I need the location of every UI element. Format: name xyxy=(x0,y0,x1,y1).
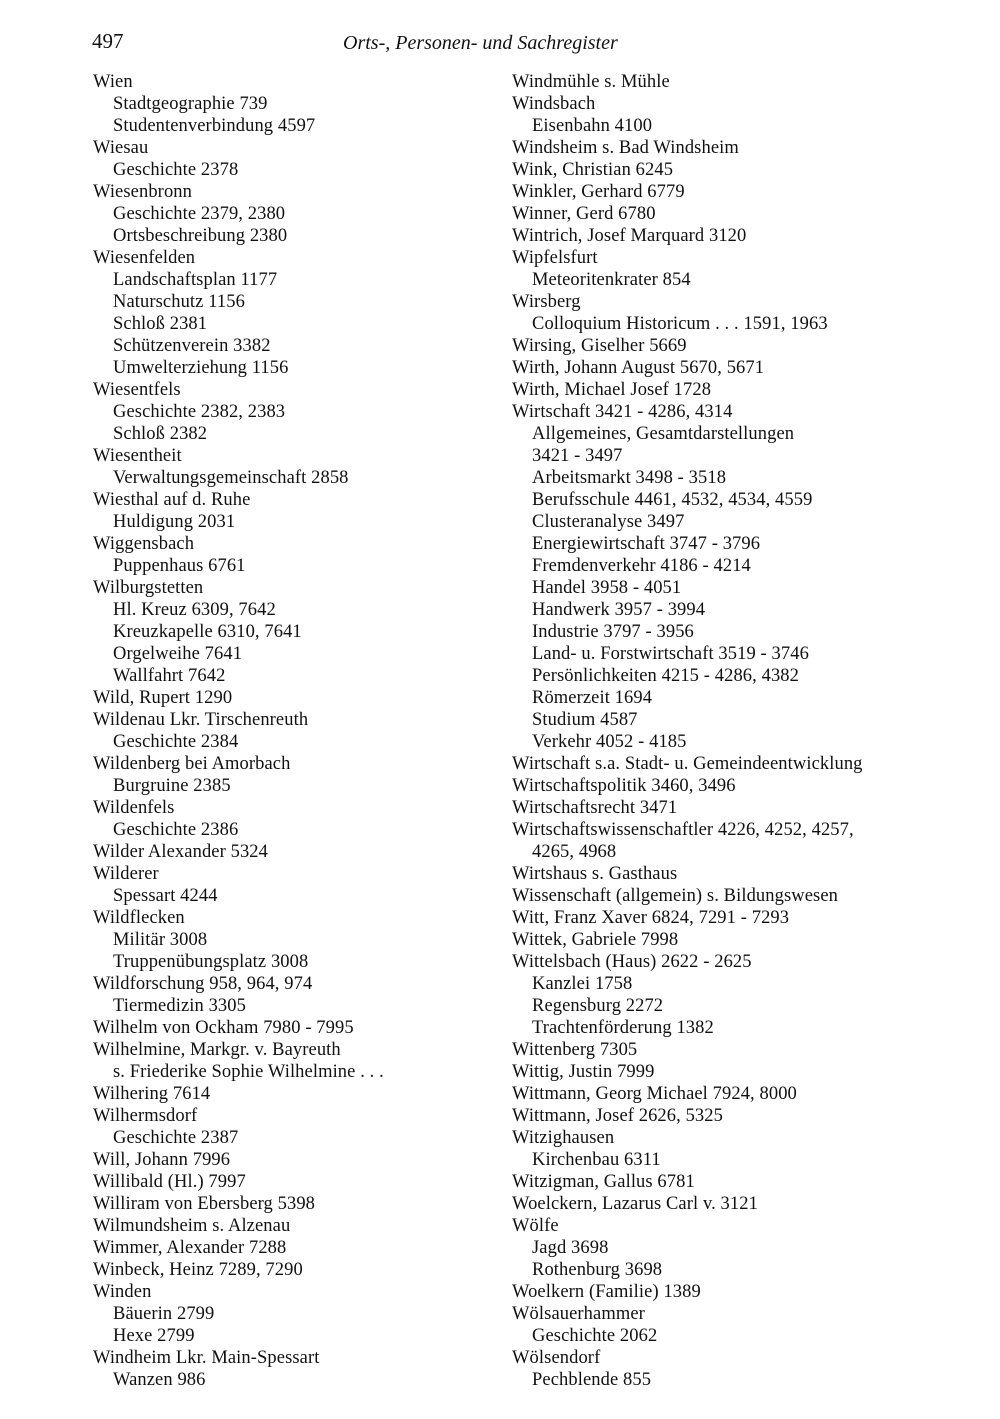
index-entry: Wittmann, Josef 2626, 5325 xyxy=(512,1106,723,1126)
index-entry: Windmühle s. Mühle xyxy=(512,72,670,92)
index-subentry: Geschichte 2387 xyxy=(113,1128,239,1148)
index-entry: Winkler, Gerhard 6779 xyxy=(512,182,685,202)
index-subentry: Geschichte 2386 xyxy=(113,820,239,840)
index-subentry: Studentenverbindung 4597 xyxy=(113,116,316,136)
index-entry: Wild, Rupert 1290 xyxy=(93,688,233,708)
index-subentry: Colloquium Historicum . . . 1591, 1963 xyxy=(532,314,828,334)
index-entry: Wiesenbronn xyxy=(93,182,192,202)
index-entry: Wilburgstetten xyxy=(93,578,204,598)
index-subentry: Huldigung 2031 xyxy=(113,512,236,532)
index-entry: Wildflecken xyxy=(93,908,185,928)
index-entry: Woelckern, Lazarus Carl v. 3121 xyxy=(512,1194,758,1214)
index-subentry: Handel 3958 - 4051 xyxy=(532,578,682,598)
index-entry: Wölsendorf xyxy=(512,1348,601,1368)
index-subentry: Energiewirtschaft 3747 - 3796 xyxy=(532,534,761,554)
index-entry: Wölfe xyxy=(512,1216,559,1236)
index-column-left xyxy=(93,71,493,1391)
index-entry: Woelkern (Familie) 1389 xyxy=(512,1282,701,1302)
index-entry: Wirtschaftswissenschaftler 4226, 4252, 4257, xyxy=(512,820,854,840)
index-entry: Wildenberg bei Amorbach xyxy=(93,754,291,774)
index-subentry: Geschichte 2379, 2380 xyxy=(113,204,286,224)
index-entry: Wirsberg xyxy=(512,292,581,312)
index-subentry: Kirchenbau 6311 xyxy=(532,1150,661,1170)
index-entry: Winbeck, Heinz 7289, 7290 xyxy=(93,1260,303,1280)
index-entry: Witzigman, Gallus 6781 xyxy=(512,1172,695,1192)
index-subentry: Schützenverein 3382 xyxy=(113,336,271,356)
index-subentry: Wallfahrt 7642 xyxy=(113,666,226,686)
index-entry: Windsheim s. Bad Windsheim xyxy=(512,138,739,158)
index-entry: Wilhelmine, Markgr. v. Bayreuth xyxy=(93,1040,341,1060)
index-subentry: Land- u. Forstwirtschaft 3519 - 3746 xyxy=(532,644,809,664)
index-entry: Wilder Alexander 5324 xyxy=(93,842,268,862)
index-entry: Willibald (Hl.) 7997 xyxy=(93,1172,246,1192)
index-subentry: Verkehr 4052 - 4185 xyxy=(532,732,687,752)
index-subentry: Naturschutz 1156 xyxy=(113,292,245,312)
index-entry: Wilderer xyxy=(93,864,159,884)
index-subentry: 4265, 4968 xyxy=(532,842,617,862)
index-entry: Winner, Gerd 6780 xyxy=(512,204,656,224)
index-column-right xyxy=(512,71,952,1391)
index-entry: Windsbach xyxy=(512,94,596,114)
index-entry: Wildforschung 958, 964, 974 xyxy=(93,974,313,994)
index-subentry: Jagd 3698 xyxy=(532,1238,609,1258)
index-subentry: Bäuerin 2799 xyxy=(113,1304,215,1324)
index-entry: Wittek, Gabriele 7998 xyxy=(512,930,679,950)
index-subentry: Arbeitsmarkt 3498 - 3518 xyxy=(532,468,727,488)
index-subentry: Meteoritenkrater 854 xyxy=(532,270,691,290)
index-entry: Wittelsbach (Haus) 2622 - 2625 xyxy=(512,952,752,972)
index-entry: Wiesthal auf d. Ruhe xyxy=(93,490,251,510)
index-subentry: Umwelterziehung 1156 xyxy=(113,358,289,378)
index-subentry: Ortsbeschreibung 2380 xyxy=(113,226,288,246)
index-subentry: Spessart 4244 xyxy=(113,886,218,906)
index-entry: Wimmer, Alexander 7288 xyxy=(93,1238,287,1258)
index-entry: Wilhermsdorf xyxy=(93,1106,198,1126)
index-subentry: Industrie 3797 - 3956 xyxy=(532,622,694,642)
index-entry: Wiggensbach xyxy=(93,534,195,554)
index-subentry: Geschichte 2378 xyxy=(113,160,239,180)
index-entry: Wiesenfelden xyxy=(93,248,196,268)
index-subentry: Schloß 2381 xyxy=(113,314,208,334)
index-subentry: Geschichte 2382, 2383 xyxy=(113,402,286,422)
index-entry: Wiesau xyxy=(93,138,149,158)
index-entry: Wilhering 7614 xyxy=(93,1084,211,1104)
index-entry: Wölsauerhammer xyxy=(512,1304,645,1324)
index-subentry: Wanzen 986 xyxy=(113,1370,206,1390)
index-entry: Wiesentfels xyxy=(93,380,181,400)
index-entry: Wilmundsheim s. Alzenau xyxy=(93,1216,291,1236)
index-entry: Wintrich, Josef Marquard 3120 xyxy=(512,226,747,246)
index-entry: Wilhelm von Ockham 7980 - 7995 xyxy=(93,1018,354,1038)
index-entry: Wittenberg 7305 xyxy=(512,1040,638,1060)
index-subentry: Verwaltungsgemeinschaft 2858 xyxy=(113,468,349,488)
index-subentry: Geschichte 2384 xyxy=(113,732,239,752)
index-subentry: Hexe 2799 xyxy=(113,1326,195,1346)
index-entry: Wirtshaus s. Gasthaus xyxy=(512,864,678,884)
index-subentry: Militär 3008 xyxy=(113,930,208,950)
index-subentry: Geschichte 2062 xyxy=(532,1326,658,1346)
index-subentry: Rothenburg 3698 xyxy=(532,1260,663,1280)
index-entry: Wirtschaftspolitik 3460, 3496 xyxy=(512,776,736,796)
running-title: Orts-, Personen- und Sachregister xyxy=(343,32,618,54)
index-entry: Wildenfels xyxy=(93,798,175,818)
index-subentry: Burgruine 2385 xyxy=(113,776,231,796)
index-entry: Wittmann, Georg Michael 7924, 8000 xyxy=(512,1084,797,1104)
index-subentry: Truppenübungsplatz 3008 xyxy=(113,952,309,972)
index-subentry: Landschaftsplan 1177 xyxy=(113,270,278,290)
index-subentry: Allgemeines, Gesamtdarstellungen xyxy=(532,424,795,444)
index-entry: Winden xyxy=(93,1282,152,1302)
index-entry: Williram von Ebersberg 5398 xyxy=(93,1194,316,1214)
index-entry: Witzighausen xyxy=(512,1128,615,1148)
index-subentry: Clusteranalyse 3497 xyxy=(532,512,685,532)
index-entry: Wirth, Johann August 5670, 5671 xyxy=(512,358,765,378)
index-subentry: Handwerk 3957 - 3994 xyxy=(532,600,706,620)
index-entry: Wirsing, Giselher 5669 xyxy=(512,336,687,356)
index-subentry: Tiermedizin 3305 xyxy=(113,996,246,1016)
index-subentry: Regensburg 2272 xyxy=(532,996,664,1016)
index-entry: Windheim Lkr. Main-Spessart xyxy=(93,1348,320,1368)
index-entry: Wittig, Justin 7999 xyxy=(512,1062,655,1082)
index-entry: Will, Johann 7996 xyxy=(93,1150,231,1170)
index-entry: Wirth, Michael Josef 1728 xyxy=(512,380,712,400)
index-subentry: Berufsschule 4461, 4532, 4534, 4559 xyxy=(532,490,813,510)
index-subentry: Pechblende 855 xyxy=(532,1370,652,1390)
index-subentry: Stadtgeographie 739 xyxy=(113,94,268,114)
index-subentry: Kreuzkapelle 6310, 7641 xyxy=(113,622,302,642)
index-entry: Wirtschaft 3421 - 4286, 4314 xyxy=(512,402,733,422)
index-subentry: Eisenbahn 4100 xyxy=(532,116,653,136)
page-number: 497 xyxy=(92,29,124,53)
index-subentry: Schloß 2382 xyxy=(113,424,208,444)
index-entry: Wien xyxy=(93,72,133,92)
index-subentry: Fremdenverkehr 4186 - 4214 xyxy=(532,556,751,576)
index-subentry: Römerzeit 1694 xyxy=(532,688,653,708)
index-entry: Wipfelsfurt xyxy=(512,248,598,268)
index-entry: Wirtschaftsrecht 3471 xyxy=(512,798,678,818)
index-entry: Witt, Franz Xaver 6824, 7291 - 7293 xyxy=(512,908,790,928)
index-entry: Wirtschaft s.a. Stadt- u. Gemeindeentwicklung xyxy=(512,754,863,774)
index-entry: Wissenschaft (allgemein) s. Bildungswesen xyxy=(512,886,839,906)
index-subentry: Persönlichkeiten 4215 - 4286, 4382 xyxy=(532,666,799,686)
index-subentry: s. Friederike Sophie Wilhelmine . . . xyxy=(113,1062,384,1082)
index-subentry: 3421 - 3497 xyxy=(532,446,623,466)
index-entry: Wink, Christian 6245 xyxy=(512,160,674,180)
index-subentry: Puppenhaus 6761 xyxy=(113,556,246,576)
index-entry: Wildenau Lkr. Tirschenreuth xyxy=(93,710,309,730)
index-subentry: Trachtenförderung 1382 xyxy=(532,1018,714,1038)
index-subentry: Hl. Kreuz 6309, 7642 xyxy=(113,600,276,620)
index-subentry: Orgelweihe 7641 xyxy=(113,644,243,664)
index-entry: Wiesentheit xyxy=(93,446,182,466)
index-subentry: Kanzlei 1758 xyxy=(532,974,633,994)
index-subentry: Studium 4587 xyxy=(532,710,638,730)
